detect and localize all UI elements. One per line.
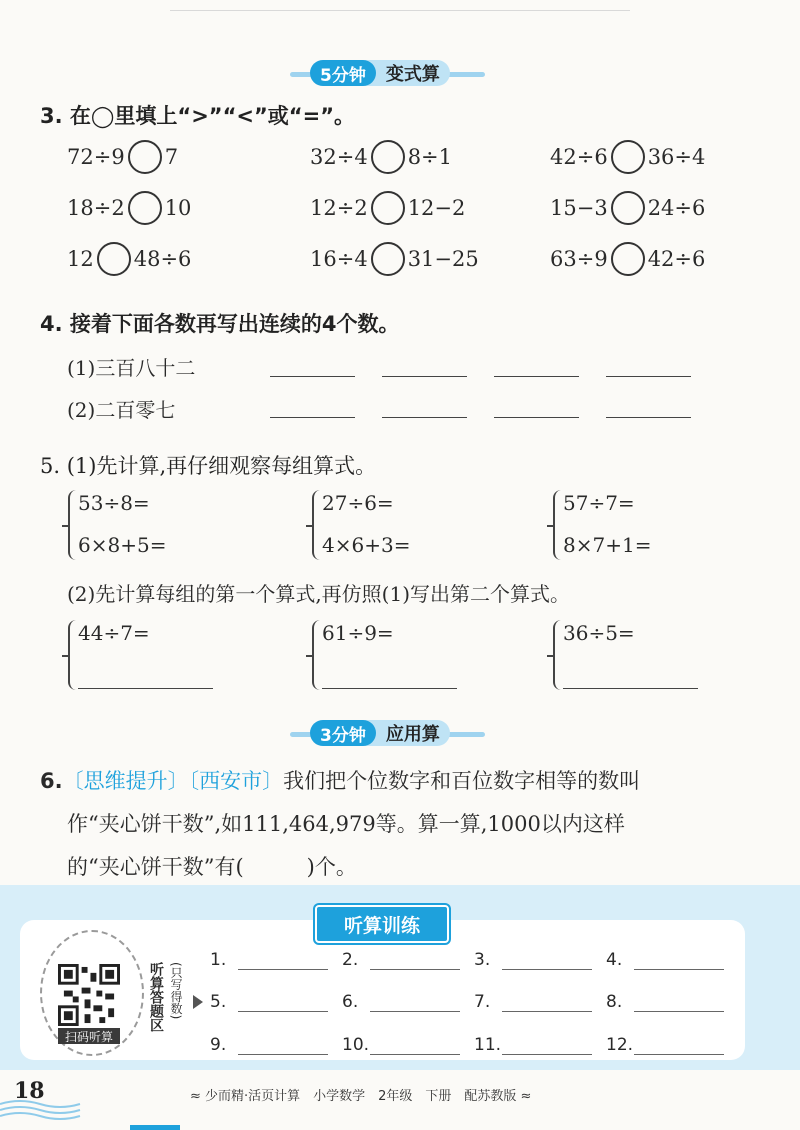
right-expression: 12−2 <box>407 196 466 220</box>
equation-1: 36÷5= <box>563 621 635 645</box>
answer-blank[interactable] <box>382 417 467 418</box>
comparison-item <box>310 242 479 276</box>
answer-circle[interactable] <box>97 242 131 276</box>
q6-line-3: 的“夹心饼干数”有( )个。 <box>67 855 357 879</box>
answer-circle[interactable] <box>371 140 405 174</box>
equation-2: 6×8+5= <box>78 533 167 557</box>
q5-title: 5. (1)先计算,再仔细观察每组算式。 <box>40 454 377 478</box>
page-number: 18 <box>14 1078 45 1104</box>
comparison-item <box>550 191 705 225</box>
equation-1: 27÷6= <box>322 491 394 515</box>
equation-1: 53÷8= <box>78 491 150 515</box>
q6-line-1 <box>40 765 640 795</box>
right-expression: 10 <box>164 196 192 220</box>
answer-blank[interactable] <box>370 1054 460 1055</box>
answer-blank[interactable] <box>634 1011 724 1012</box>
q5-subtitle: (2)先计算每组的第一个算式,再仿照(1)写出第二个算式。 <box>67 582 571 606</box>
answer-blank[interactable] <box>563 688 698 689</box>
qr-scan-label: 扫码听算 <box>58 1028 120 1044</box>
right-expression: 42÷6 <box>647 247 706 271</box>
right-expression: 24÷6 <box>647 196 706 220</box>
answer-number: 10. <box>342 1035 370 1055</box>
footer-accent <box>130 1125 180 1130</box>
answer-blank[interactable] <box>238 969 328 970</box>
answer-blank[interactable] <box>238 1054 328 1055</box>
comparison-item <box>67 191 191 225</box>
minutes-pill: 3分钟 <box>310 720 376 746</box>
answer-blank[interactable] <box>634 1054 724 1055</box>
answer-number: 12. <box>606 1035 634 1055</box>
answer-circle[interactable] <box>611 140 645 174</box>
footer-text: ≈ 少而精·活页计算 小学数学 2年级 下册 配苏教版 ≈ <box>190 1089 532 1104</box>
q6-text-1: 我们把个位数字和百位数字相等的数叫 <box>283 769 641 793</box>
left-expression: 42÷6 <box>550 145 608 169</box>
arrow-right-icon <box>193 995 203 1009</box>
answer-blank[interactable] <box>502 969 592 970</box>
section-badge <box>310 720 450 746</box>
answer-circle[interactable] <box>128 191 162 225</box>
answer-blank[interactable] <box>382 376 467 377</box>
answer-blank[interactable] <box>606 417 691 418</box>
qr-code-icon[interactable] <box>58 964 120 1026</box>
comparison-item <box>67 140 178 174</box>
comparison-item <box>67 242 191 276</box>
answer-blank[interactable] <box>502 1054 592 1055</box>
answer-number: 9. <box>210 1035 227 1055</box>
comparison-item <box>310 191 465 225</box>
equation-2: 4×6+3= <box>322 533 411 557</box>
answer-blank[interactable] <box>634 969 724 970</box>
answer-circle[interactable] <box>128 140 162 174</box>
answer-blank[interactable] <box>494 417 579 418</box>
answer-number: 5. <box>210 992 227 1012</box>
answer-blank[interactable] <box>238 1011 328 1012</box>
left-expression: 12 <box>67 247 94 271</box>
answer-area-label: 听算答题区 <box>148 962 164 1032</box>
answer-circle[interactable] <box>611 242 645 276</box>
comparison-item <box>550 140 705 174</box>
answer-blank[interactable] <box>322 688 457 689</box>
left-expression: 18÷2 <box>67 196 125 220</box>
q3-title: 3. 在◯里填上“>”“<”或“=”。 <box>40 104 355 128</box>
answer-blank[interactable] <box>270 376 355 377</box>
right-expression: 36÷4 <box>647 145 706 169</box>
answer-number: 8. <box>606 992 623 1012</box>
answer-number: 4. <box>606 950 623 970</box>
right-expression: 48÷6 <box>133 247 192 271</box>
answer-blank[interactable] <box>270 417 355 418</box>
section-name: 应用算 <box>385 724 440 745</box>
q6-tag-thinking: 〔思维提升〕 <box>62 769 189 793</box>
right-expression: 31−25 <box>407 247 479 271</box>
answer-blank[interactable] <box>606 376 691 377</box>
section-header-2 <box>0 720 800 748</box>
answer-number: 2. <box>342 950 359 970</box>
left-expression: 15−3 <box>550 196 608 220</box>
left-expression: 63÷9 <box>550 247 608 271</box>
answer-blank[interactable] <box>370 969 460 970</box>
section-name: 变式算 <box>385 64 440 85</box>
q4-title: 4. 接着下面各数再写出连续的4个数。 <box>40 312 400 336</box>
answer-blank[interactable] <box>78 688 213 689</box>
answer-blank[interactable] <box>502 1011 592 1012</box>
answer-circle[interactable] <box>371 242 405 276</box>
section-badge <box>310 60 450 86</box>
answer-blank[interactable] <box>494 376 579 377</box>
minutes-pill: 5分钟 <box>310 60 376 86</box>
q6-line-2: 作“夹心饼干数”,如111,464,979等。算一算,1000以内这样 <box>67 812 625 836</box>
comparison-item <box>310 140 452 174</box>
listening-title: 听算训练 <box>315 905 449 943</box>
q6-tag-city: 〔西安市〕 <box>188 769 284 793</box>
answer-number: 11. <box>474 1035 502 1055</box>
equation-1: 57÷7= <box>563 491 635 515</box>
answer-blank[interactable] <box>370 1011 460 1012</box>
right-expression: 7 <box>164 145 179 169</box>
comparison-item <box>550 242 705 276</box>
answer-number: 7. <box>474 992 491 1012</box>
answer-circle[interactable] <box>611 191 645 225</box>
right-expression: 8÷1 <box>407 145 453 169</box>
left-expression: 32÷4 <box>310 145 368 169</box>
equation-2: 8×7+1= <box>563 533 652 557</box>
answer-circle[interactable] <box>371 191 405 225</box>
equation-1: 61÷9= <box>322 621 394 645</box>
q6-number: 6. <box>40 769 63 793</box>
left-expression: 16÷4 <box>310 247 368 271</box>
answer-number: 3. <box>474 950 491 970</box>
top-divider <box>170 10 630 11</box>
answer-area-note: (只写得数) <box>169 962 183 1020</box>
q4-item-2: (2)二百零七 <box>67 398 176 422</box>
left-expression: 72÷9 <box>67 145 125 169</box>
section-header-1 <box>0 60 800 88</box>
answer-number: 1. <box>210 950 227 970</box>
q4-item-1: (1)三百八十二 <box>67 356 196 380</box>
answer-number: 6. <box>342 992 359 1012</box>
left-expression: 12÷2 <box>310 196 368 220</box>
equation-1: 44÷7= <box>78 621 150 645</box>
